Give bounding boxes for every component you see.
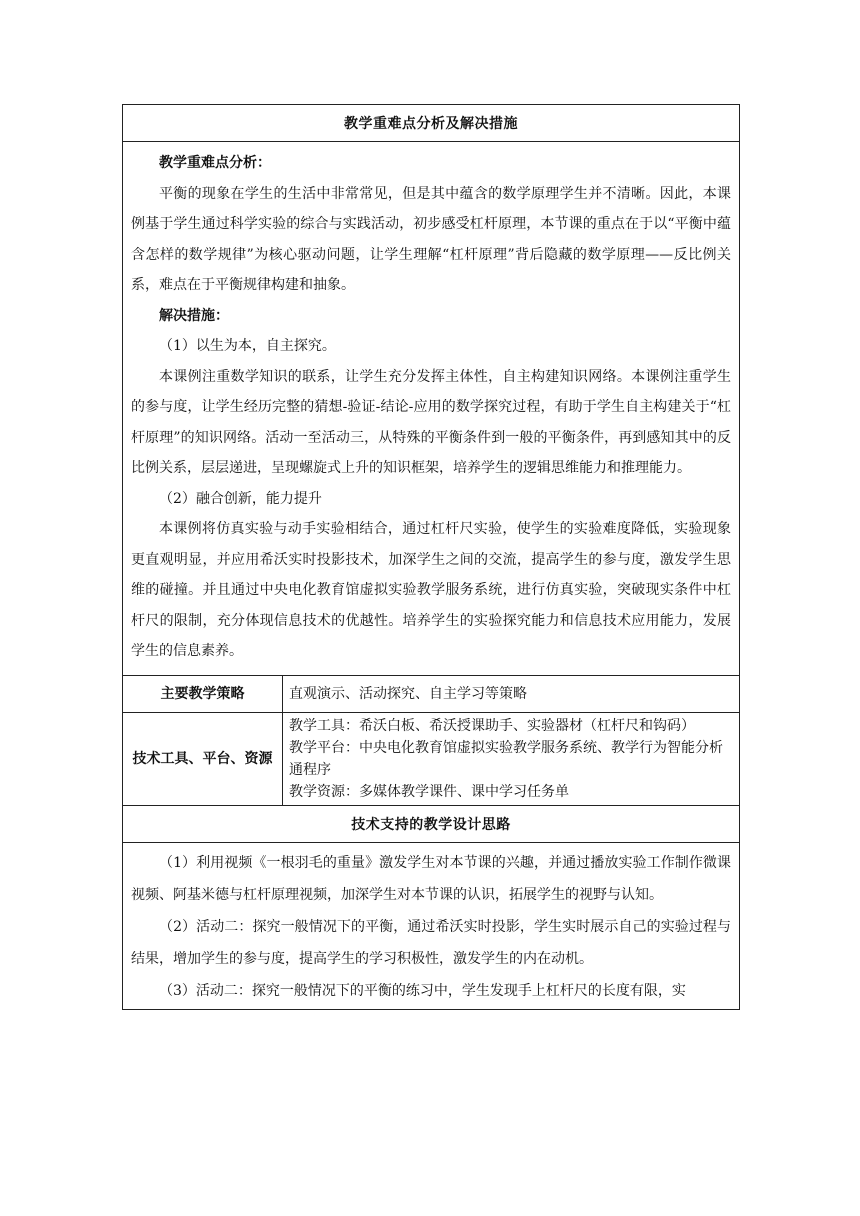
design-item-1: （1）利用视频《一根羽毛的重量》激发学生对本节课的兴趣，并通过播放实验工作制作微课视频、阿基米德与杠杆原理视频，加深学生对本节课的认识，拓展学生的视野与认知。 <box>131 854 731 903</box>
section2-body <box>123 842 740 1009</box>
section2-header-row <box>123 805 740 842</box>
tools-line-teaching-tools: 教学工具：希沃白板、希沃授课助手、实验器材（杠杆尺和钩码） <box>289 717 695 734</box>
section2-title <box>123 805 740 842</box>
analysis-heading: 教学重难点分析： <box>159 155 271 171</box>
section1-body <box>123 142 740 676</box>
strategy-row <box>123 675 740 712</box>
tools-line-resources: 教学资源：多媒体教学课件、课中学习任务单 <box>289 783 569 800</box>
measure1-title: （1）以生为本，自主探究。 <box>159 338 336 354</box>
section1-header-row <box>123 105 740 142</box>
measure1-paragraph: 本课例注重数学知识的联系，让学生充分发挥主体性，自主构建知识网络。本课例注重学生的参与度，让学生经历完整的猜想-验证-结论-应用的数学探究过程，有助于学生自主构建关于“杠杆原理”的知识网络。活动一至活动三，从特殊的平衡条件到一般的平衡条件，再到感知其中的反比例关系，层层递进，呈现螺旋式上升的知识框架，培养学生的逻辑思维能力和推理能力。 <box>131 368 731 476</box>
measure2-paragraph: 本课例将仿真实验与动手实验相结合，通过杠杆尺实验，使学生的实验难度降低，实验现象更直观明显，并应用希沃实时投影技术，加深学生之间的交流，提高学生的参与度，激发学生思维的碰撞。并且通过中央电化教育馆虚拟实验教学服务系统，进行仿真实验，突破现实条件中杠杆尺的限制，充分体现信息技术的优越性。培养学生的实验探究能力和信息技术应用能力，发展学生的信息素养。 <box>131 521 731 659</box>
tools-row <box>123 712 740 805</box>
section1-title <box>123 105 740 142</box>
design-item-3: （3）活动二：探究一般情况下的平衡的练习中，学生发现手上杠杆尺的长度有限，实 <box>159 982 686 999</box>
lesson-plan-table <box>122 104 740 1010</box>
section1-title-text: 教学重难点分析及解决措施 <box>344 116 518 132</box>
section2-body-row <box>123 842 740 1009</box>
strategy-label: 主要教学策略 <box>123 675 283 712</box>
strategy-value: 直观演示、活动探究、自主学习等策略 <box>283 675 740 712</box>
section1-body-row <box>123 142 740 676</box>
section2-title-text: 技术支持的教学设计思路 <box>351 816 511 833</box>
measure2-title: （2）融合创新，能力提升 <box>159 490 322 507</box>
design-item-2: （2）活动二：探究一般情况下的平衡，通过希沃实时投影，学生实时展示自己的实验过程与结果，增加学生的参与度，提高学生的学习积极性，激发学生的内在动机。 <box>131 918 731 967</box>
measures-heading: 解决措施： <box>159 307 229 324</box>
tools-value <box>283 712 740 805</box>
tools-line-platform: 教学平台：中央电化教育馆虚拟实验教学服务系统、教学行为智能分析通程序 <box>289 739 723 778</box>
tools-label: 技术工具、平台、资源 <box>123 712 283 805</box>
analysis-paragraph: 平衡的现象在学生的生活中非常常见，但是其中蕴含的数学原理学生并不清晰。因此，本课例基于学生通过科学实验的综合与实践活动，初步感受杠杆原理，本节课的重点在于以“平衡中蕴含怎样的数学规律”为核心驱动问题，让学生理解“杠杆原理”背后隐藏的数学原理——反比例关系，难点在于平衡规律构建和抽象。 <box>131 185 731 293</box>
